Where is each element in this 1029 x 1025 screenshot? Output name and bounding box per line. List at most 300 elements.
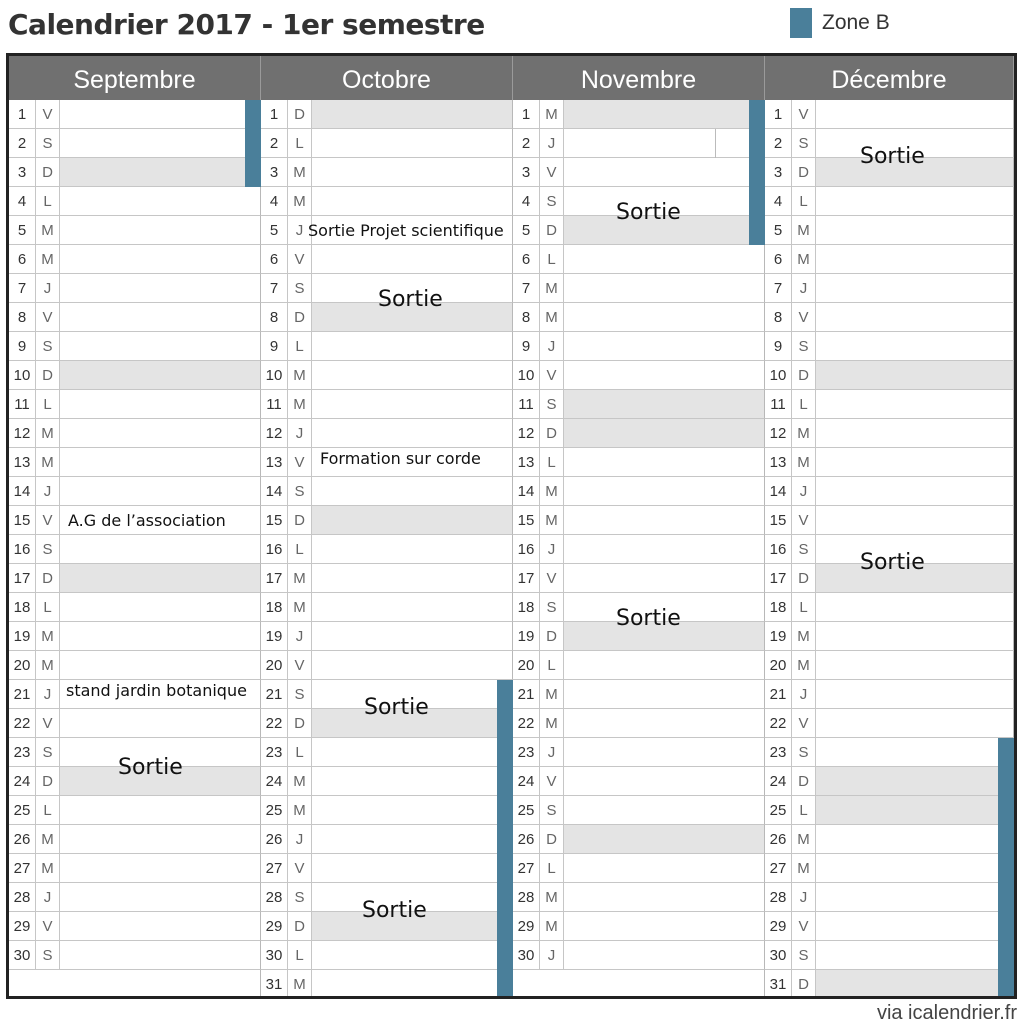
day-row[interactable] xyxy=(513,361,765,390)
day-number: 27 xyxy=(9,854,36,882)
day-number: 8 xyxy=(765,303,792,331)
day-number: 14 xyxy=(261,477,288,505)
weekday-letter: S xyxy=(540,187,564,215)
day-row[interactable] xyxy=(765,883,1014,912)
day-number: 26 xyxy=(513,825,540,853)
day-row[interactable] xyxy=(261,970,513,999)
day-number: 3 xyxy=(513,158,540,186)
weekday-letter: V xyxy=(792,912,816,940)
weekday-letter: S xyxy=(792,129,816,157)
day-cell xyxy=(312,187,512,215)
day-cell xyxy=(60,593,260,621)
day-number: 17 xyxy=(261,564,288,592)
day-number: 1 xyxy=(261,100,288,128)
day-row[interactable] xyxy=(261,738,513,767)
day-row[interactable] xyxy=(513,506,765,535)
day-cell xyxy=(564,158,764,186)
day-row[interactable] xyxy=(9,941,261,970)
day-row[interactable] xyxy=(513,709,765,738)
day-number: 29 xyxy=(261,912,288,940)
day-row[interactable] xyxy=(9,883,261,912)
weekday-letter: S xyxy=(36,535,60,563)
day-number: 22 xyxy=(261,709,288,737)
weekday-letter: M xyxy=(540,506,564,534)
day-number: 21 xyxy=(765,680,792,708)
day-row[interactable] xyxy=(9,419,261,448)
day-row[interactable] xyxy=(513,941,765,970)
day-row[interactable] xyxy=(261,854,513,883)
weekday-letter: V xyxy=(792,303,816,331)
day-number: 4 xyxy=(9,187,36,215)
day-row[interactable] xyxy=(513,767,765,796)
weekday-letter: M xyxy=(540,303,564,331)
day-row[interactable] xyxy=(9,390,261,419)
day-row[interactable] xyxy=(9,245,261,274)
day-row[interactable] xyxy=(765,854,1014,883)
day-row[interactable] xyxy=(9,825,261,854)
day-row[interactable] xyxy=(765,709,1014,738)
day-number: 30 xyxy=(765,941,792,969)
day-row[interactable] xyxy=(513,332,765,361)
weekday-letter: V xyxy=(288,245,312,273)
day-number: 22 xyxy=(765,709,792,737)
weekday-letter: D xyxy=(540,622,564,650)
day-number: 2 xyxy=(513,129,540,157)
footer-credit: via icalendrier.fr xyxy=(876,1002,1017,1024)
day-number: 10 xyxy=(765,361,792,389)
day-cell xyxy=(312,796,512,824)
day-row[interactable] xyxy=(9,100,261,129)
day-number: 5 xyxy=(261,216,288,244)
day-number: 12 xyxy=(261,419,288,447)
day-row[interactable] xyxy=(261,796,513,825)
day-row[interactable] xyxy=(261,564,513,593)
day-cell xyxy=(312,129,512,157)
day-number: 25 xyxy=(765,796,792,824)
weekday-letter: J xyxy=(792,680,816,708)
day-cell xyxy=(564,941,764,969)
day-row[interactable] xyxy=(261,941,513,970)
day-number: 2 xyxy=(9,129,36,157)
day-number: 22 xyxy=(513,709,540,737)
day-number: 14 xyxy=(513,477,540,505)
day-row[interactable] xyxy=(513,158,765,187)
day-cell xyxy=(312,361,512,389)
day-number: 31 xyxy=(261,970,288,998)
day-row[interactable] xyxy=(513,390,765,419)
day-row[interactable] xyxy=(9,361,261,390)
day-row[interactable] xyxy=(513,245,765,274)
day-number: 21 xyxy=(513,680,540,708)
day-row[interactable] xyxy=(9,622,261,651)
day-cell xyxy=(312,477,512,505)
day-cell xyxy=(816,854,1013,882)
day-row[interactable] xyxy=(765,651,1014,680)
weekday-letter: D xyxy=(792,361,816,389)
day-cell xyxy=(60,912,260,940)
weekday-letter: S xyxy=(792,332,816,360)
day-number: 11 xyxy=(513,390,540,418)
day-cell xyxy=(816,622,1013,650)
day-number: 15 xyxy=(765,506,792,534)
day-cell xyxy=(816,506,1013,534)
weekday-letter: L xyxy=(36,390,60,418)
day-cell xyxy=(60,535,260,563)
weekday-letter: S xyxy=(288,274,312,302)
weekday-letter: L xyxy=(36,593,60,621)
day-row[interactable] xyxy=(9,593,261,622)
empty-row xyxy=(9,970,261,996)
weekday-letter: M xyxy=(288,187,312,215)
day-cell xyxy=(816,216,1013,244)
day-number: 9 xyxy=(261,332,288,360)
weekday-letter: L xyxy=(36,187,60,215)
month-header: Novembre xyxy=(513,56,765,100)
day-number: 8 xyxy=(9,303,36,331)
weekday-letter: V xyxy=(288,448,312,476)
day-row[interactable] xyxy=(9,303,261,332)
day-row[interactable] xyxy=(513,129,765,158)
month-column-0 xyxy=(9,56,261,996)
day-number: 20 xyxy=(9,651,36,679)
empty-row xyxy=(513,970,765,996)
weekday-letter: V xyxy=(540,158,564,186)
day-row[interactable] xyxy=(513,419,765,448)
weekday-letter: V xyxy=(540,564,564,592)
weekday-letter: V xyxy=(792,709,816,737)
day-row[interactable] xyxy=(261,361,513,390)
weekday-letter: J xyxy=(288,825,312,853)
day-row[interactable] xyxy=(261,535,513,564)
day-row[interactable] xyxy=(765,187,1014,216)
weekday-letter: J xyxy=(36,680,60,708)
day-row[interactable] xyxy=(765,448,1014,477)
day-row[interactable] xyxy=(513,854,765,883)
day-cell xyxy=(60,796,260,824)
day-row[interactable] xyxy=(513,738,765,767)
day-cell xyxy=(312,506,512,534)
day-cell xyxy=(564,245,764,273)
day-number: 27 xyxy=(261,854,288,882)
calendar-grid xyxy=(6,53,1017,999)
day-cell xyxy=(564,738,764,766)
weekday-letter: D xyxy=(36,767,60,795)
weekday-letter: D xyxy=(540,419,564,447)
weekday-letter: M xyxy=(288,158,312,186)
day-row[interactable] xyxy=(9,564,261,593)
day-row[interactable] xyxy=(513,448,765,477)
day-number: 28 xyxy=(261,883,288,911)
day-cell xyxy=(312,332,512,360)
day-number: 9 xyxy=(765,332,792,360)
month-column-2 xyxy=(513,56,765,996)
weekday-letter: V xyxy=(36,912,60,940)
day-row[interactable] xyxy=(513,564,765,593)
day-number: 17 xyxy=(765,564,792,592)
day-cell xyxy=(816,477,1013,505)
day-number: 23 xyxy=(513,738,540,766)
day-row[interactable] xyxy=(261,245,513,274)
day-row[interactable] xyxy=(261,158,513,187)
day-cell xyxy=(564,506,764,534)
day-row[interactable] xyxy=(765,825,1014,854)
day-cell xyxy=(312,390,512,418)
event-label: stand jardin botanique xyxy=(66,681,247,700)
weekday-letter: J xyxy=(36,883,60,911)
day-number: 20 xyxy=(261,651,288,679)
day-row[interactable] xyxy=(9,448,261,477)
day-cell xyxy=(60,854,260,882)
day-row[interactable] xyxy=(765,738,1014,767)
month-header: Septembre xyxy=(9,56,261,100)
day-row[interactable] xyxy=(513,651,765,680)
day-row[interactable] xyxy=(765,274,1014,303)
day-row[interactable] xyxy=(513,796,765,825)
day-number: 24 xyxy=(513,767,540,795)
weekday-letter: M xyxy=(288,361,312,389)
day-row[interactable] xyxy=(765,912,1014,941)
day-row[interactable] xyxy=(765,506,1014,535)
day-cell xyxy=(60,303,260,331)
cell-divider xyxy=(715,129,716,158)
weekday-letter: M xyxy=(540,680,564,708)
day-row[interactable] xyxy=(513,680,765,709)
day-row[interactable] xyxy=(261,477,513,506)
day-cell xyxy=(564,448,764,476)
zone-b-swatch xyxy=(790,8,812,38)
day-cell xyxy=(816,390,1013,418)
day-number: 27 xyxy=(765,854,792,882)
day-row[interactable] xyxy=(261,767,513,796)
day-row[interactable] xyxy=(261,651,513,680)
day-row[interactable] xyxy=(9,709,261,738)
day-row[interactable] xyxy=(9,187,261,216)
weekday-letter: J xyxy=(792,477,816,505)
day-row[interactable] xyxy=(261,622,513,651)
day-row[interactable] xyxy=(765,970,1014,999)
day-number: 13 xyxy=(765,448,792,476)
day-number: 9 xyxy=(9,332,36,360)
day-row[interactable] xyxy=(513,912,765,941)
day-number: 16 xyxy=(9,535,36,563)
day-number: 6 xyxy=(513,245,540,273)
day-row[interactable] xyxy=(765,419,1014,448)
day-row[interactable] xyxy=(513,535,765,564)
day-row[interactable] xyxy=(261,332,513,361)
day-number: 28 xyxy=(765,883,792,911)
day-number: 28 xyxy=(513,883,540,911)
weekday-letter: D xyxy=(288,709,312,737)
day-row[interactable] xyxy=(513,825,765,854)
weekday-letter: L xyxy=(792,593,816,621)
day-cell xyxy=(312,100,512,128)
day-cell xyxy=(816,970,1013,998)
day-cell xyxy=(564,390,764,418)
day-number: 19 xyxy=(765,622,792,650)
weekday-letter: J xyxy=(792,274,816,302)
day-number: 11 xyxy=(765,390,792,418)
day-row[interactable] xyxy=(765,303,1014,332)
weekday-letter: J xyxy=(288,216,312,244)
day-row[interactable] xyxy=(513,274,765,303)
weekday-letter: S xyxy=(288,883,312,911)
day-number: 30 xyxy=(9,941,36,969)
day-row[interactable] xyxy=(765,622,1014,651)
day-row[interactable] xyxy=(9,912,261,941)
weekday-letter: D xyxy=(36,564,60,592)
weekday-letter: D xyxy=(792,564,816,592)
weekday-letter: M xyxy=(792,622,816,650)
day-cell xyxy=(816,303,1013,331)
day-row[interactable] xyxy=(513,303,765,332)
weekday-letter: M xyxy=(36,651,60,679)
weekday-letter: L xyxy=(36,796,60,824)
day-row[interactable] xyxy=(261,825,513,854)
day-number: 19 xyxy=(9,622,36,650)
day-number: 15 xyxy=(261,506,288,534)
event-label: A.G de l’association xyxy=(68,511,226,530)
day-row[interactable] xyxy=(9,854,261,883)
day-cell xyxy=(816,274,1013,302)
day-row[interactable] xyxy=(9,535,261,564)
day-row[interactable] xyxy=(261,390,513,419)
day-number: 2 xyxy=(261,129,288,157)
day-row[interactable] xyxy=(765,332,1014,361)
weekday-letter: L xyxy=(288,535,312,563)
day-number: 21 xyxy=(261,680,288,708)
weekday-letter: M xyxy=(36,854,60,882)
day-number: 29 xyxy=(513,912,540,940)
day-number: 21 xyxy=(9,680,36,708)
day-number: 7 xyxy=(765,274,792,302)
day-cell xyxy=(60,129,260,157)
day-row[interactable] xyxy=(765,796,1014,825)
day-cell xyxy=(816,361,1013,389)
weekday-letter: M xyxy=(288,593,312,621)
day-row[interactable] xyxy=(765,477,1014,506)
day-row[interactable] xyxy=(513,100,765,129)
event-label: Sortie xyxy=(364,695,429,720)
day-number: 29 xyxy=(765,912,792,940)
weekday-letter: D xyxy=(792,970,816,998)
day-number: 27 xyxy=(513,854,540,882)
day-row[interactable] xyxy=(261,187,513,216)
day-number: 17 xyxy=(513,564,540,592)
day-row[interactable] xyxy=(765,390,1014,419)
day-row[interactable] xyxy=(765,361,1014,390)
day-row[interactable] xyxy=(765,593,1014,622)
day-cell xyxy=(312,419,512,447)
day-number: 15 xyxy=(513,506,540,534)
day-row[interactable] xyxy=(765,245,1014,274)
day-row[interactable] xyxy=(261,129,513,158)
day-number: 30 xyxy=(513,941,540,969)
day-cell xyxy=(60,651,260,679)
weekday-letter: S xyxy=(36,738,60,766)
weekday-letter: S xyxy=(540,390,564,418)
day-row[interactable] xyxy=(261,100,513,129)
weekday-letter: J xyxy=(36,274,60,302)
weekday-letter: S xyxy=(288,680,312,708)
day-row[interactable] xyxy=(765,216,1014,245)
day-row[interactable] xyxy=(9,796,261,825)
day-row[interactable] xyxy=(9,216,261,245)
day-cell xyxy=(564,564,764,592)
day-row[interactable] xyxy=(765,100,1014,129)
day-number: 25 xyxy=(9,796,36,824)
day-cell xyxy=(60,941,260,969)
weekday-letter: L xyxy=(540,651,564,679)
day-number: 26 xyxy=(765,825,792,853)
day-cell xyxy=(60,158,260,186)
day-row[interactable] xyxy=(9,129,261,158)
day-cell xyxy=(816,738,1013,766)
weekday-letter: V xyxy=(36,100,60,128)
weekday-letter: D xyxy=(792,158,816,186)
day-row[interactable] xyxy=(513,477,765,506)
day-cell xyxy=(564,709,764,737)
day-cell xyxy=(816,883,1013,911)
day-row[interactable] xyxy=(261,506,513,535)
day-number: 13 xyxy=(513,448,540,476)
day-row[interactable] xyxy=(9,332,261,361)
legend-label: Zone B xyxy=(822,11,890,34)
day-cell xyxy=(564,477,764,505)
day-number: 4 xyxy=(261,187,288,215)
day-cell xyxy=(564,361,764,389)
day-row[interactable] xyxy=(261,593,513,622)
day-row[interactable] xyxy=(9,477,261,506)
day-number: 7 xyxy=(261,274,288,302)
weekday-letter: J xyxy=(540,738,564,766)
day-cell xyxy=(564,854,764,882)
day-row[interactable] xyxy=(9,158,261,187)
day-cell xyxy=(816,448,1013,476)
day-row[interactable] xyxy=(765,941,1014,970)
day-number: 18 xyxy=(9,593,36,621)
day-cell xyxy=(312,825,512,853)
day-row[interactable] xyxy=(513,883,765,912)
weekday-letter: M xyxy=(288,970,312,998)
weekday-letter: D xyxy=(288,303,312,331)
event-label: Sortie xyxy=(616,200,681,225)
day-number: 28 xyxy=(9,883,36,911)
weekday-letter: S xyxy=(36,941,60,969)
weekday-letter: S xyxy=(792,738,816,766)
day-row[interactable] xyxy=(765,680,1014,709)
day-row[interactable] xyxy=(765,767,1014,796)
day-cell xyxy=(564,535,764,563)
weekday-letter: L xyxy=(792,187,816,215)
day-cell xyxy=(564,419,764,447)
day-row[interactable] xyxy=(9,274,261,303)
day-cell xyxy=(312,158,512,186)
weekday-letter: D xyxy=(792,767,816,795)
page-title: Calendrier 2017 - 1er semestre xyxy=(8,8,485,41)
day-cell xyxy=(312,535,512,563)
weekday-letter: V xyxy=(36,709,60,737)
month-column-1 xyxy=(261,56,513,996)
day-number: 10 xyxy=(261,361,288,389)
weekday-letter: L xyxy=(792,390,816,418)
day-cell xyxy=(816,593,1013,621)
weekday-letter: M xyxy=(36,825,60,853)
event-label: Sortie xyxy=(378,287,443,312)
weekday-letter: S xyxy=(288,477,312,505)
day-number: 13 xyxy=(261,448,288,476)
day-cell xyxy=(816,709,1013,737)
day-number: 6 xyxy=(261,245,288,273)
